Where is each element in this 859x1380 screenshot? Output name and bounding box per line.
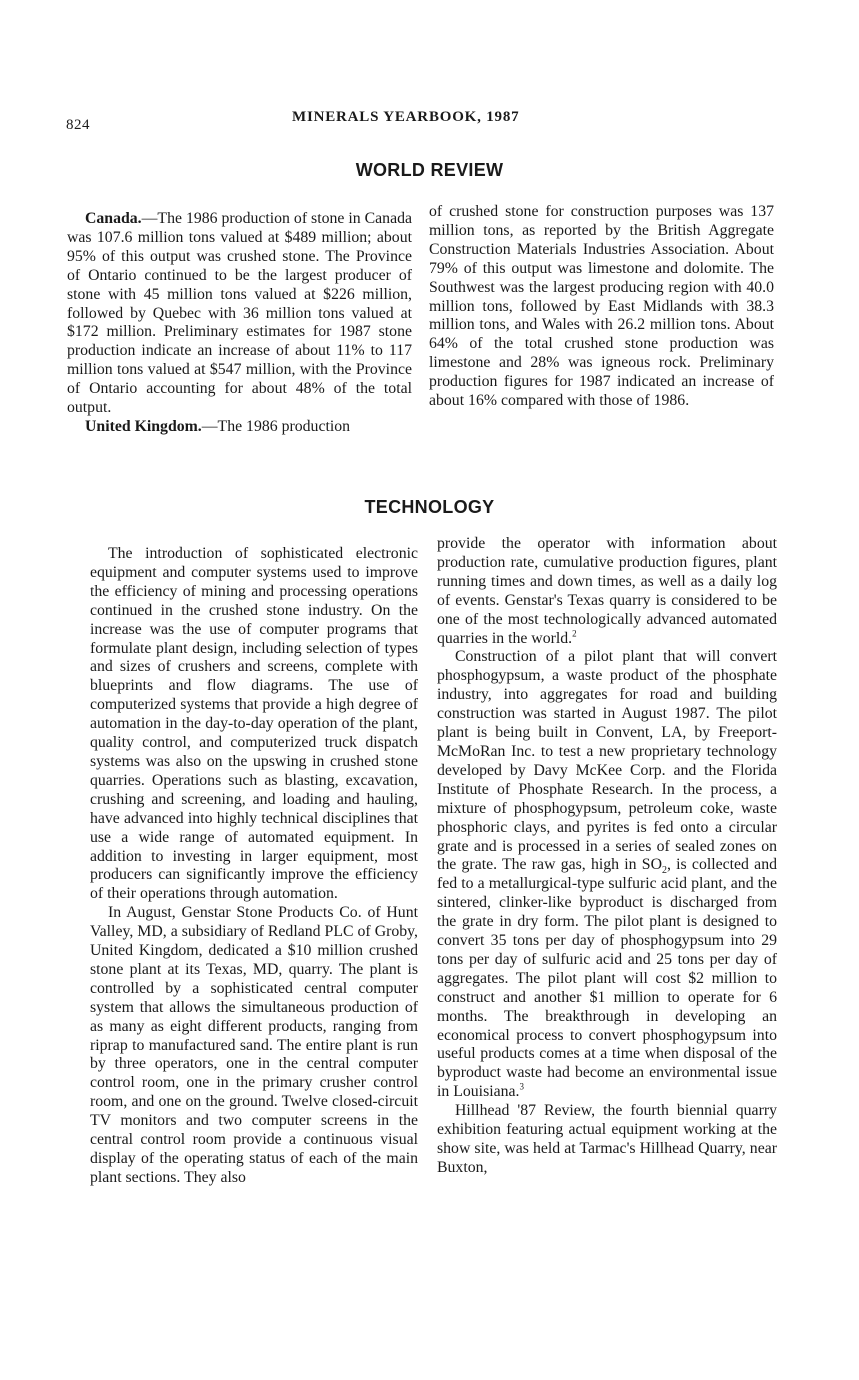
canada-paragraph [67,210,412,418]
technology-right-column [437,535,777,1178]
world-review-right-column [429,203,774,411]
canada-lead: Canada. [85,210,142,227]
technology-paragraph-1: The introduction of sophisticated electronic equipment and computer systems used to improve the efficiency of mining and processing operations continued in the crushed stone industry. On the increase was the use of computer programs that formulate plant design, including selection of types and sizes of crushers and screens, complete with blueprints and flow diagrams. The use of computerized systems that provide a high degree of automation in the day-to-day operation of the plant, quality control, and computerized truck dispatch systems was also on the upswing in crushed stone quarries. Operations such as blasting, excavation, crushing and screening, and loading and hauling, have advanced into highly technical disciplines that use a wide range of automated equipment. In addition to investing in larger equipment, most producers can significantly improve the efficiency of their operations through automation. [90,545,418,903]
world-review-heading: WORLD REVIEW [355,160,504,180]
technology-paragraph-4: Hillhead '87 Review, the fourth biennial quarry exhibition featuring actual equipment working at the show site, was held at Tarmac's Hillhead Quarry, near Buxton, [437,1102,777,1176]
so2-subscript: 2 [661,865,667,877]
uk-text-part1: —The 1986 production [201,417,351,435]
page-number: 824 [66,117,90,133]
technology-left-column [90,545,418,1188]
technology-paragraph-2-continued [437,535,777,648]
technology-heading: TECHNOLOGY [364,497,495,517]
uk-paragraph-start [67,418,412,437]
running-title: MINERALS YEARBOOK, 1987 [292,109,520,125]
technology-paragraph-2: In August, Genstar Stone Products Co. of Hunt Valley, MD, a subsidiary of Redland PLC of Groby, United Kingdom, dedicated a $10 million crushed stone plant at its Texas, MD, quarry. The plant is controlled by a sophisticated central computer system that allows the simultaneous production of as many as eight different products, ranging from riprap to manufactured sand. The entire plant is run by three operators, one in the central computer control room, one in the primary crusher control room, and one on the ground. Twelve closed-circuit TV monitors and two computer screens in the central control room provide a continuous visual display of the operating status of each of the main plant sections. They also [90,904,418,1186]
p3-text-part1: Construction of a pilot plant that will convert phosphogypsum, a waste product of the phosphate industry, into aggregates for road and building construction was started in August 1987. The pilot plant is being built in Convent, LA, by Freeport-McMoRan Inc. to test a new proprietary technology developed by Davy McKee Corp. and the Florida Institute of Phosphate Research. In the process, a mixture of phosphogypsum, petroleum coke, waste phosphoric clays, and pyrites is fed onto a circular grate and is processed in a series of sealed zones on the grate. The raw gas, high in SO [437,648,777,874]
world-review-left-column [67,210,412,437]
uk-paragraph-continued: of crushed stone for construction purposes was 137 million tons, as reported by the British Aggregate Construction Materials Industries Association. About 79% of this output was limestone and dolomite. The Southwest was the largest producing region with 40.0 million tons, followed by East Midlands with 38.3 million tons, and Wales with 26.2 million tons. About 64% of the total crushed stone production was limestone and 28% was igneous rock. Preliminary production figures for 1987 indicated an increase of about 16% compared with those of 1986. [429,203,774,410]
canada-text: —The 1986 production of stone in Canada was 107.6 million tons valued at $489 million; about 95% of this output was crushed stone. The Province of Ontario continued to be the largest producer of stone with 45 million tons valued at $226 million, followed by Quebec with 36 million tons valued at $172 million. Preliminary estimates for 1987 stone production indicate an increase of about 11% to 117 million tons valued at $547 million, with the Province of Ontario accounting for about 48% of the total output. [67,210,412,417]
p2-cont-text: provide the operator with information about production rate, cumulative production figures, plant running times and down times, as well as a daily log of events. Genstar's Texas quarry is considered to be one of the most technologically advanced automated quarries in the world. [437,535,777,647]
p3-text-part2: , is collected and fed to a metallurgical-type sulfuric acid plant, and the sintered, clinker-like byproduct is discharged from the grate in dry form. The pilot plant is designed to convert 35 tons per day of phosphogypsum into 29 tons per day of sulfuric acid and 25 tons per day of aggregates. The pilot plant will cost $2 million to construct and another $1 million to operate for 6 months. The breakthrough in developing an economical process to convert phosphogypsum into useful products comes at a time when disposal of the byproduct waste had become an environmental issue in Louisiana. [437,856,777,1101]
uk-lead: United Kingdom. [85,417,202,435]
technology-paragraph-3 [437,648,777,1102]
footnote-ref-3: 3 [519,1082,524,1093]
footnote-ref-2: 2 [572,628,577,639]
